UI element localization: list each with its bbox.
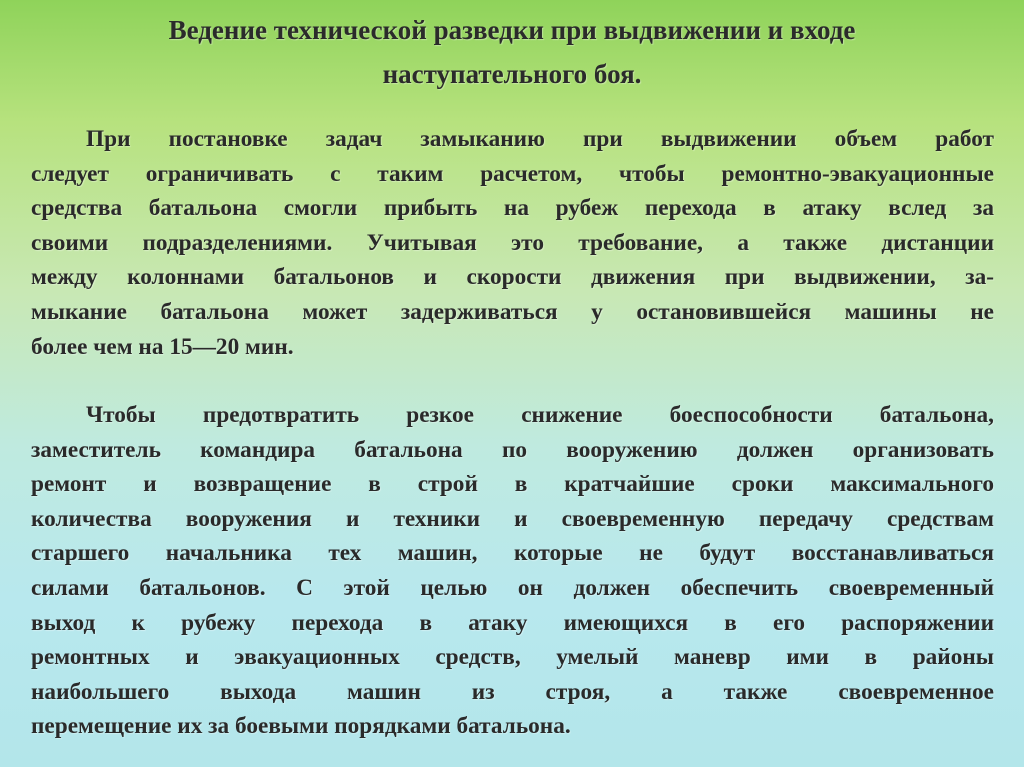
slide-title — [60, 8, 964, 96]
paragraph-1 — [31, 122, 994, 364]
paragraph-line: ремонтных и эвакуационных средств, умелый маневр ими в районы — [31, 644, 994, 671]
paragraph-line: выход к рубежу перехода в атаку имеющихся в его распоряжении — [31, 609, 994, 636]
paragraph-2 — [31, 398, 994, 744]
paragraph-line: своими подразделениями. Учитывая это требование, а также дистанции — [31, 229, 994, 256]
paragraph-line: мыкание батальона может задерживаться у остановившейся машины не — [31, 298, 994, 325]
paragraph-line: количества вооружения и техники и своевременную передачу средствам — [31, 505, 994, 532]
paragraph-line: Чтобы предотвратить резкое снижение боеспособности батальона, — [86, 402, 994, 428]
paragraph-line: средства батальона смогли прибыть на рубеж перехода в атаку вслед за — [31, 195, 994, 222]
paragraph-line: следует ограничивать с таким расчетом, чтобы ремонтно-эвакуационные — [31, 160, 994, 187]
title-line: наступательного боя. — [382, 59, 642, 89]
paragraph-line: ремонт и возвращение в строй в кратчайшие сроки максимального — [31, 471, 994, 498]
paragraph-line: наибольшего выхода машин из строя, а также своевременное — [31, 678, 994, 705]
paragraph-line: силами батальонов. С этой целью он должен обеспечить своевременный — [31, 574, 994, 601]
title-line: Ведение технической разведки при выдвижении и входе — [168, 15, 856, 45]
paragraph-line: перемещение их за боевыми порядками батальона. — [31, 713, 571, 740]
paragraph-line: старшего начальника тех машин, которые не будут восстанавливаться — [31, 540, 994, 567]
paragraph-line: между колоннами батальонов и скорости движения при выдвижении, за- — [31, 264, 994, 291]
paragraph-line: более чем на 15—20 мин. — [31, 333, 294, 360]
paragraph-line: заместитель командира батальона по вооружению должен организовать — [31, 436, 994, 463]
paragraph-line: При постановке задач замыканию при выдвижении объем работ — [86, 126, 994, 152]
